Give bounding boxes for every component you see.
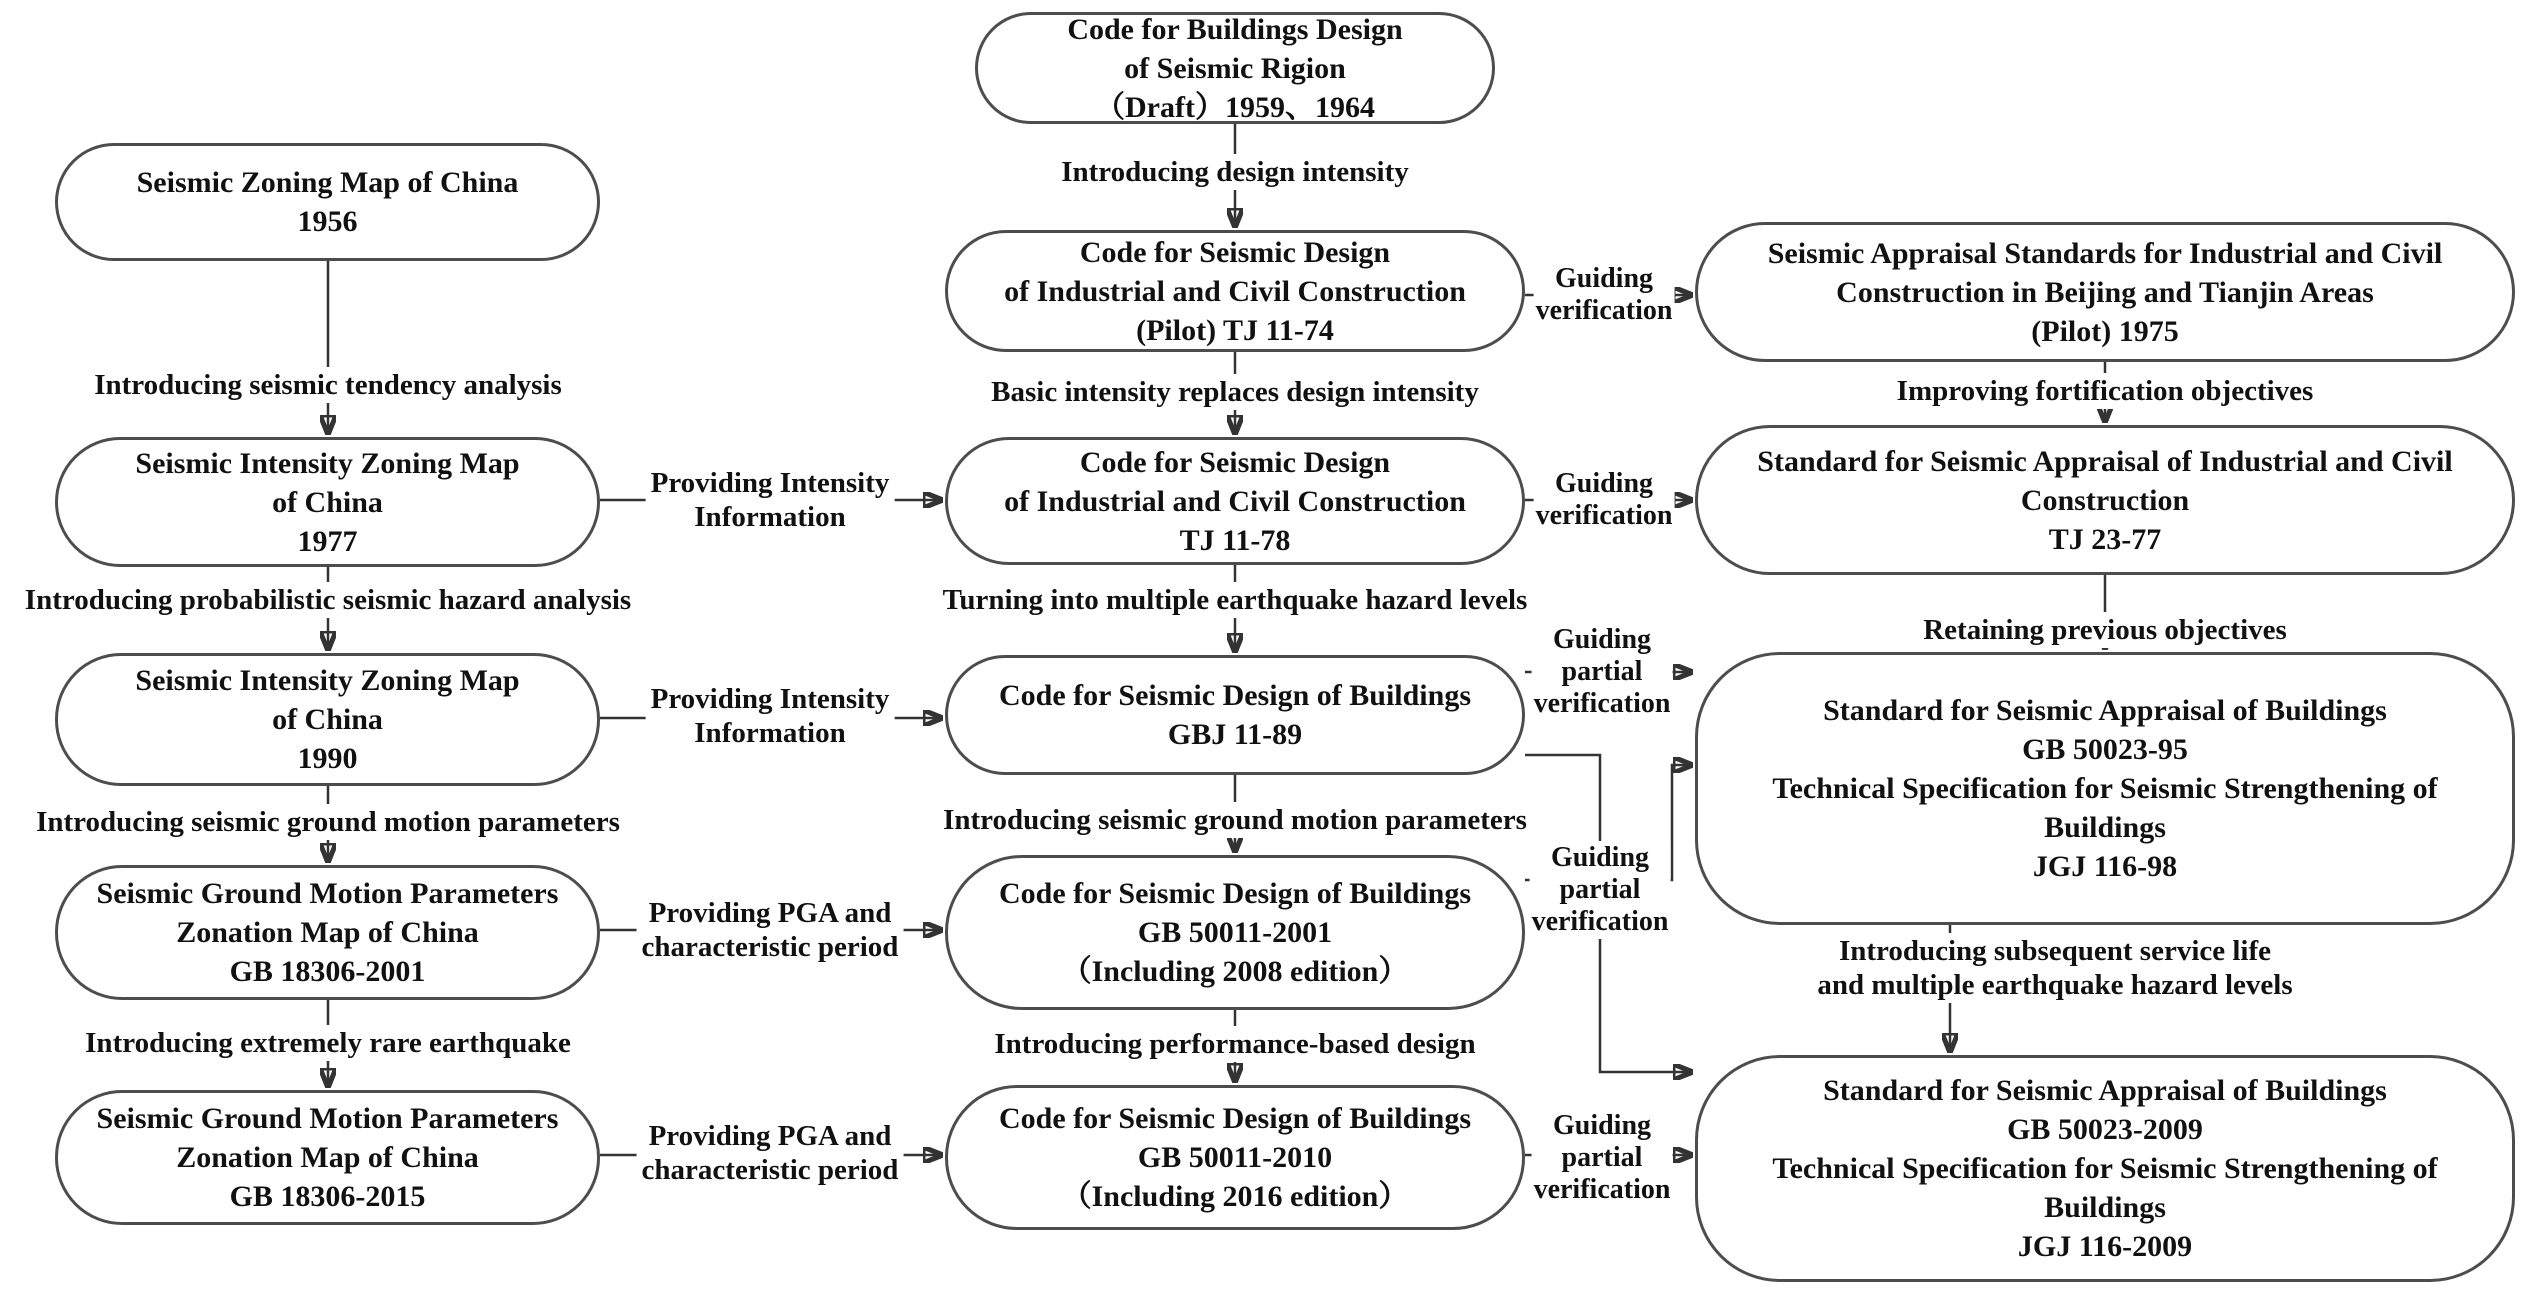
node-code-buildings-design-1959 (975, 12, 1495, 124)
node-line: Zonation Map of China (176, 1141, 479, 1174)
edge-label-line: Guiding (1552, 1110, 1652, 1141)
edge-label-line: Information (694, 501, 846, 533)
edge-label-line: verification (1535, 295, 1673, 326)
edge-label-probabilistic-hazard: Introducing probabilistic seismic hazard analysis (20, 582, 636, 618)
node-seismic-zoning-map-1956 (55, 143, 600, 261)
node-line: GB 18306-2015 (229, 1180, 426, 1213)
node-line: 1990 (297, 742, 358, 775)
edge-label-line: verification (1531, 906, 1669, 937)
edge-label-introducing-design-intensity: Introducing design intensity (1056, 154, 1414, 190)
node-line: (Pilot) TJ 11-74 (1136, 313, 1334, 347)
node-line: Seismic Ground Motion Parameters (96, 1102, 559, 1135)
edge-label-line: Guiding (1552, 624, 1652, 655)
node-line: （Draft）1959、1964 (1095, 90, 1375, 124)
node-line: Code for Seismic Design of Buildings (999, 1102, 1471, 1135)
node-line: Construction (2020, 483, 2190, 517)
node-line: of Industrial and Civil Construction (1004, 484, 1466, 518)
edge-label-ground-motion-middle: Introducing seismic ground motion parameters (938, 802, 1532, 838)
node-line: TJ 11-78 (1179, 523, 1291, 557)
edge-label-line: and multiple earthquake hazard levels (1817, 969, 2293, 1001)
node-line: 1956 (297, 205, 358, 238)
edge-label-line: verification (1533, 688, 1671, 719)
node-line: Code for Seismic Design (1079, 445, 1391, 479)
node-gb-18306-2015 (55, 1090, 600, 1225)
node-line: Seismic Intensity Zoning Map (135, 446, 520, 480)
node-line: Buildings (2044, 1191, 2166, 1224)
node-line: GB 18306-2001 (229, 955, 426, 988)
edge-label-line: Providing PGA and (648, 897, 892, 929)
edge-label-seismic-tendency-analysis: Introducing seismic tendency analysis (89, 367, 567, 403)
node-line: Standard for Seismic Appraisal of Buildings (1823, 1074, 2387, 1107)
node-line: Standard for Seismic Appraisal of Buildings (1823, 694, 2387, 727)
edge-label-guiding-verification-1 (1534, 262, 1675, 328)
edge-label-line: characteristic period (641, 931, 899, 963)
edge-label-subsequent-service-life (1812, 933, 2297, 1003)
edge-label-providing-pga-2 (637, 1118, 904, 1188)
node-line: JGJ 116-98 (2032, 850, 2178, 883)
edge-label-line: verification (1533, 1174, 1671, 1205)
edge-label-providing-intensity-1 (646, 465, 895, 535)
edge-label-line: characteristic period (641, 1154, 899, 1186)
node-tj-11-74 (945, 230, 1525, 352)
edge-label-guiding-partial-verification-3 (1532, 1109, 1673, 1207)
node-line: 1977 (297, 524, 358, 558)
node-line: Buildings (2044, 811, 2166, 844)
node-line: GB 50023-2009 (2007, 1113, 2203, 1146)
node-line: （Including 2016 edition） (1061, 1180, 1409, 1213)
node-line: GB 50011-2010 (1137, 1141, 1333, 1174)
node-line: Seismic Ground Motion Parameters (96, 877, 559, 910)
node-gb-50011-2001 (945, 855, 1525, 1010)
edge-label-extremely-rare: Introducing extremely rare earthquake (80, 1025, 576, 1061)
node-line: Code for Seismic Design of Buildings (999, 877, 1471, 910)
node-appraisal-standards-1975 (1695, 222, 2515, 362)
node-line: of China (272, 703, 383, 736)
node-tj-11-78 (945, 437, 1525, 565)
edge-label-line: Guiding (1554, 263, 1654, 294)
node-line: GB 50011-2001 (1137, 916, 1333, 949)
edge-label-improving-fortification: Improving fortification objectives (1892, 373, 2319, 409)
node-line: Seismic Zoning Map of China (136, 166, 519, 199)
node-line: (Pilot) 1975 (2031, 314, 2179, 348)
edge-label-providing-pga-1 (637, 895, 904, 965)
edge-label-line: Providing PGA and (648, 1120, 892, 1152)
node-line: Code for Seismic Design (1079, 235, 1391, 269)
node-line: Zonation Map of China (176, 916, 479, 949)
node-line: Code for Buildings Design (1067, 12, 1403, 46)
node-line: Seismic Intensity Zoning Map (135, 664, 520, 697)
node-gb-50023-2009 (1695, 1055, 2515, 1282)
node-line: of China (272, 485, 383, 519)
edge-label-guiding-partial-verification-1 (1532, 623, 1673, 721)
node-line: GBJ 11-89 (1167, 718, 1303, 751)
edge-label-line: Providing Intensity (650, 467, 890, 499)
node-line: （Including 2008 edition） (1061, 955, 1409, 988)
edge-label-line: Guiding (1550, 842, 1650, 873)
edge-label-ground-motion-left: Introducing seismic ground motion parameters (31, 804, 625, 840)
node-gb-50011-2010 (945, 1085, 1525, 1230)
node-line: of Industrial and Civil Construction (1004, 274, 1466, 308)
edge-label-line: Introducing subsequent service life (1838, 935, 2272, 967)
node-line: Code for Seismic Design of Buildings (999, 679, 1471, 712)
edge-label-multiple-hazard-levels: Turning into multiple earthquake hazard levels (938, 582, 1533, 618)
node-line: of Seismic Rigion (1124, 51, 1346, 85)
edge-label-line: Guiding (1554, 468, 1654, 499)
node-line: Construction in Beijing and Tianjin Areas (1836, 275, 2374, 309)
node-intensity-zoning-map-1977 (55, 437, 600, 567)
node-line: Technical Specification for Seismic Strengthening of (1772, 1152, 2438, 1185)
edge-label-performance-based: Introducing performance-based design (989, 1026, 1480, 1062)
edge-label-guiding-verification-2 (1534, 467, 1675, 533)
node-tj-23-77 (1695, 425, 2515, 575)
edge-label-providing-intensity-2 (646, 681, 895, 751)
edge-label-basic-intensity-replaces: Basic intensity replaces design intensity (986, 374, 1484, 410)
edge-label-line: partial (1561, 1142, 1643, 1173)
edge-label-line: verification (1535, 500, 1673, 531)
edge-label-line: Providing Intensity (650, 683, 890, 715)
node-line: Technical Specification for Seismic Strengthening of (1772, 772, 2438, 805)
edge-label-retaining-objectives: Retaining previous objectives (1918, 612, 2292, 648)
node-line: GB 50023-95 (2022, 733, 2188, 766)
node-line: Seismic Appraisal Standards for Industrial and Civil (1767, 236, 2443, 270)
node-intensity-zoning-map-1990 (55, 653, 600, 786)
node-line: TJ 23-77 (2048, 522, 2162, 556)
node-gb-18306-2001 (55, 865, 600, 1000)
node-gbj-11-89 (945, 655, 1525, 775)
node-gb-50023-95 (1695, 652, 2515, 925)
node-line: Standard for Seismic Appraisal of Industrial and Civil (1757, 444, 2453, 478)
edge-label-guiding-partial-verification-2 (1530, 841, 1671, 939)
edge-label-line: partial (1561, 656, 1643, 687)
edge-label-line: Information (694, 717, 846, 749)
edge-label-line: partial (1559, 874, 1641, 905)
node-line: JGJ 116-2009 (2017, 1230, 2193, 1263)
